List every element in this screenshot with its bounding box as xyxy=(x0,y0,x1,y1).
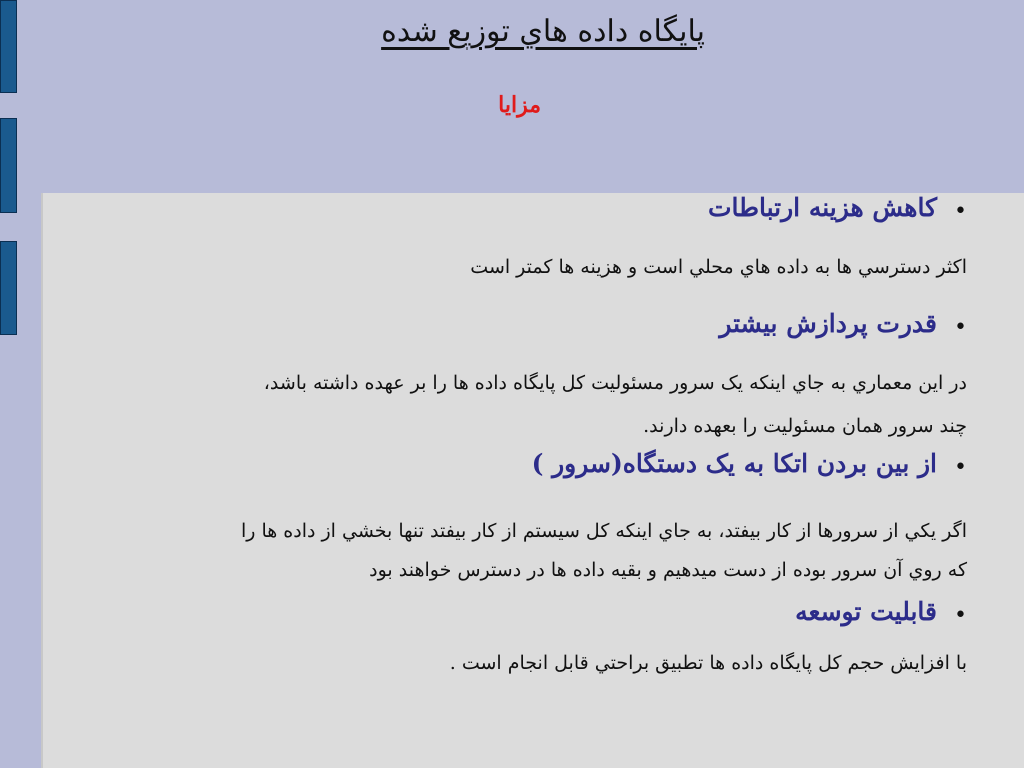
bullet-marker: • xyxy=(954,199,967,224)
section-text-line: که روي آن سرور بوده از دست ميدهيم و بقيه داده ها در دسترس خواهند بود xyxy=(369,559,967,581)
bullet-marker: • xyxy=(954,455,967,480)
section-text-line: چند سرور همان مسئوليت را بعهده دارند. xyxy=(643,415,967,437)
section-heading-processing-power: قدرت پردازش بيشتر xyxy=(719,309,937,338)
slide-title: پايگاه داده هاي توزيع شده xyxy=(381,14,705,49)
section-text-line: با افزايش حجم کل پايگاه داده ها تطبيق براحتي قابل انجام است . xyxy=(449,652,967,674)
section-text-line: اگر يکي از سرورها از کار بيفتد، به جاي اينکه کل سيستم از کار بيفتد تنها بخشي از داده ها را xyxy=(240,520,967,542)
content-panel xyxy=(41,193,1024,768)
section-heading-communication-cost: کاهش هزينه ارتباطات xyxy=(707,193,937,222)
decorative-side-bar-bottom xyxy=(0,241,17,335)
decorative-side-bar-top xyxy=(0,0,17,93)
bullet-marker: • xyxy=(954,315,967,340)
section-heading-scalability: قابليت توسعه xyxy=(795,597,937,626)
section-text-line: اکثر دسترسي ها به داده هاي محلي است و هزينه ها کمتر است xyxy=(470,256,967,278)
slide-subtitle: مزايا xyxy=(498,92,541,118)
bullet-marker: • xyxy=(954,603,967,628)
section-text-line: در اين معماري به جاي اينکه يک سرور مسئوليت کل پايگاه داده ها را بر عهده داشته باشد، xyxy=(263,372,967,394)
decorative-side-bar-middle xyxy=(0,118,17,213)
section-heading-single-server-dependency: از بين بردن اتکا به يک دستگاه(سرور ) xyxy=(531,449,937,478)
